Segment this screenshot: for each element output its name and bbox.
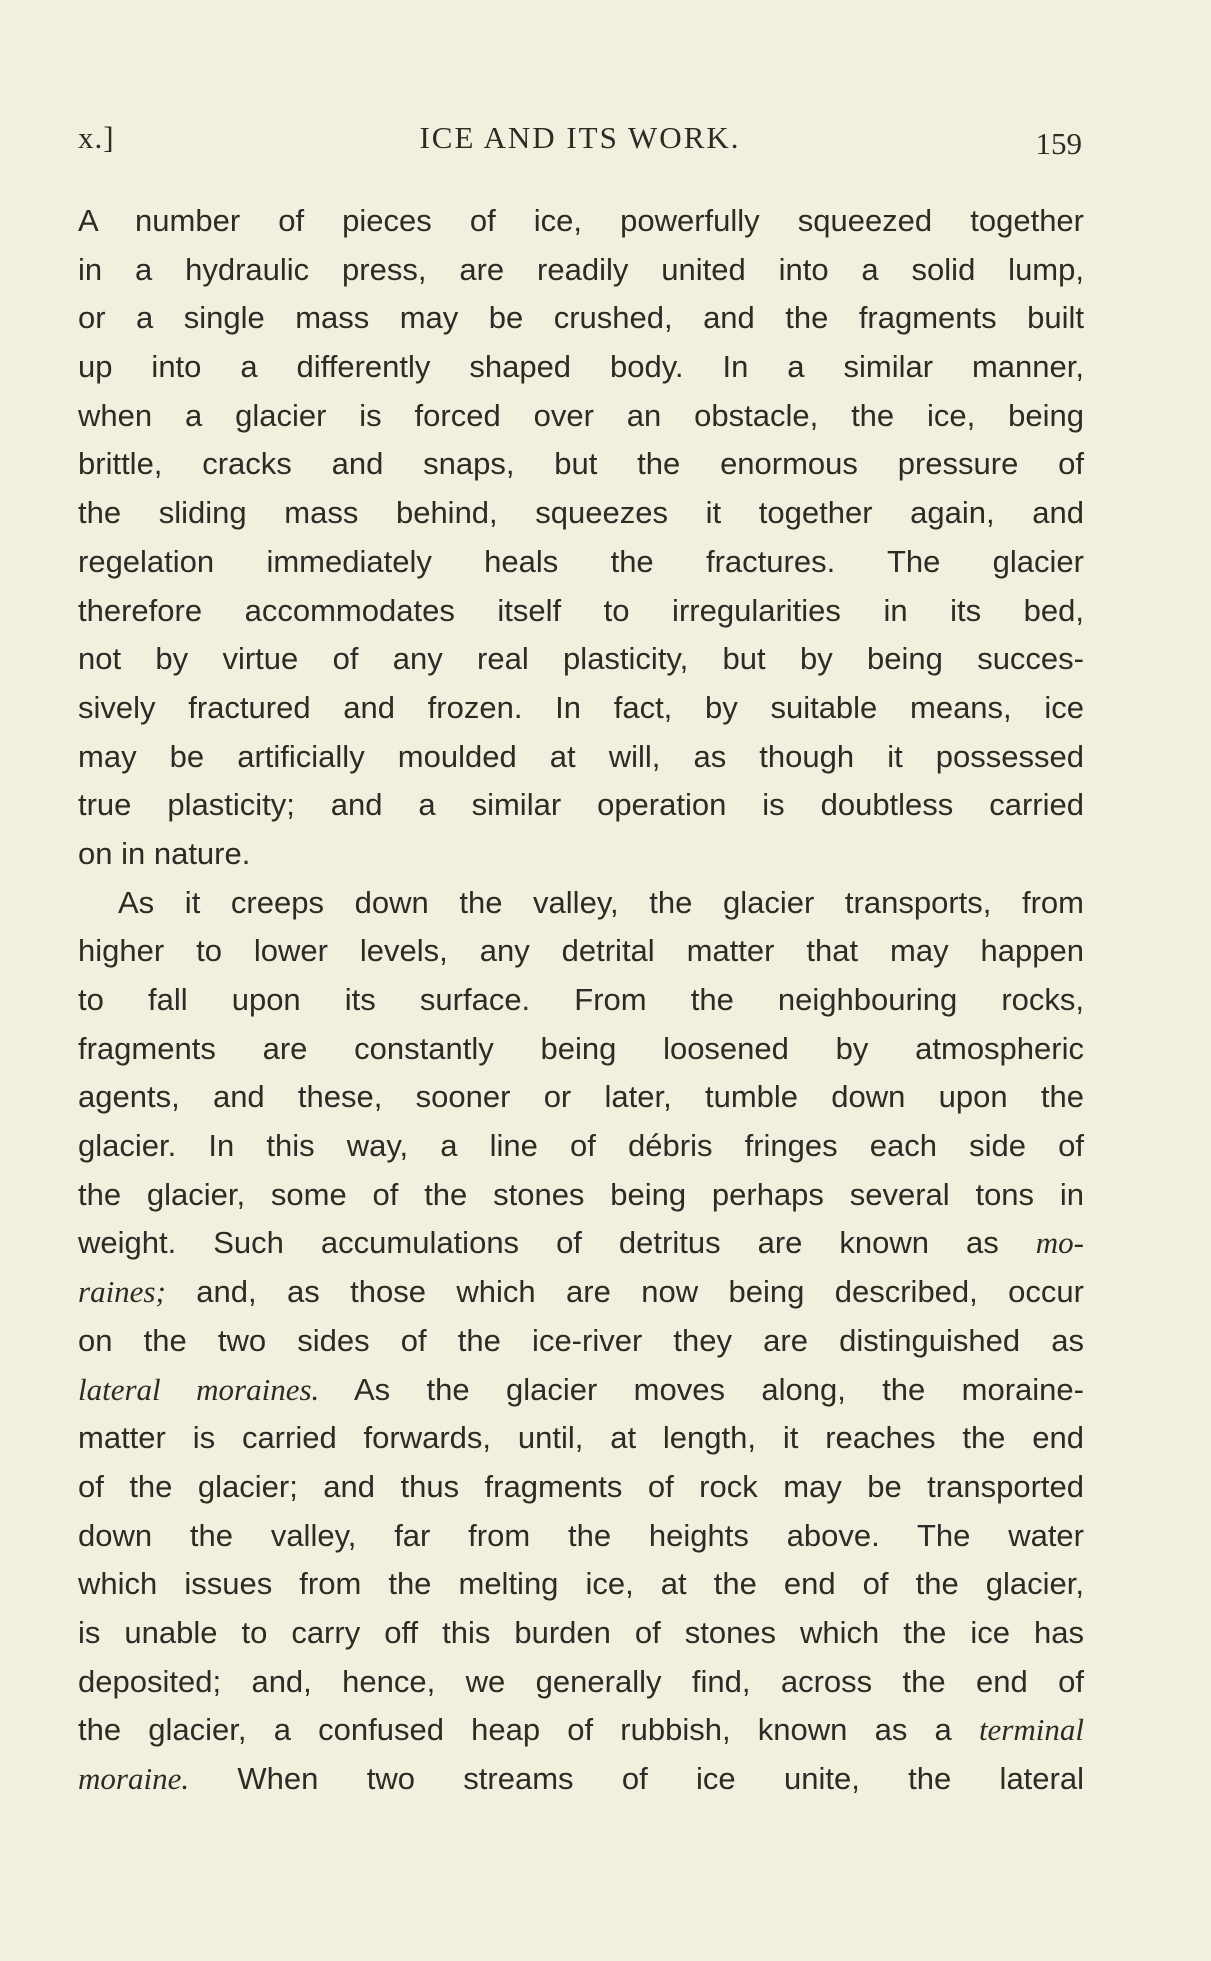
italic-term: moraine.	[78, 1761, 190, 1796]
text-line	[78, 1706, 1084, 1755]
chapter-marker: x.]	[78, 120, 115, 155]
text-line: fragments are constantly being loosened by atmospheric	[78, 1030, 1084, 1066]
italic-term: terminal	[978, 1712, 1084, 1748]
text-line: therefore accommodates itself to irregularities in its bed,	[78, 592, 1084, 628]
paragraph-2	[78, 879, 1084, 1804]
text-line: A number of pieces of ice, powerfully squeezed together	[78, 203, 1084, 238]
paragraph-1	[78, 197, 1084, 879]
text-line	[78, 1268, 1084, 1317]
running-head	[78, 120, 1082, 164]
text-line: on in nature.	[78, 835, 251, 871]
text-line: sively fractured and frozen. In fact, by suitable means, ice	[78, 689, 1084, 725]
italic-term: mo-	[1035, 1225, 1084, 1261]
text-run: When two streams of ice unite, the lateral	[189, 1761, 1084, 1796]
page-title: ICE AND ITS WORK.	[419, 120, 741, 155]
italic-term: raines;	[78, 1274, 166, 1310]
text-line: not by virtue of any real plasticity, but by being succes-	[78, 641, 1084, 677]
text-line: which issues from the melting ice, at the end of the glacier,	[78, 1566, 1084, 1602]
text-line: higher to lower levels, any detrital matter that may happen	[78, 933, 1084, 969]
text-line: brittle, cracks and snaps, but the enormous pressure of	[78, 446, 1084, 482]
text-line: agents, and these, sooner or later, tumble down upon the	[78, 1079, 1084, 1115]
text-run: As the glacier moves along, the moraine-	[319, 1371, 1084, 1407]
text-line	[78, 1366, 1084, 1415]
text-line: up into a differently shaped body. In a similar manner,	[78, 349, 1084, 385]
page-number: 159	[1035, 126, 1082, 161]
text-line: down the valley, far from the heights above. The water	[78, 1517, 1084, 1553]
text-run: and, as those which are now being described, occur	[165, 1274, 1084, 1310]
text-line	[78, 1219, 1084, 1268]
text-line: when a glacier is forced over an obstacle, the ice, being	[78, 397, 1084, 433]
text-line: is unable to carry off this burden of stones which the ice has	[78, 1614, 1084, 1650]
text-line: glacier. In this way, a line of débris fringes each side of	[78, 1128, 1084, 1164]
text-line: on the two sides of the ice-river they are distinguished as	[78, 1322, 1084, 1358]
text-line: As it creeps down the valley, the glacier transports, from	[118, 884, 1084, 920]
text-line: deposited; and, hence, we generally find, across the end of	[78, 1663, 1084, 1699]
italic-term: lateral moraines.	[78, 1371, 320, 1407]
text-line: or a single mass may be crushed, and the fragments built	[78, 300, 1084, 336]
text-line: to fall upon its surface. From the neighbouring rocks,	[78, 982, 1084, 1017]
text-run: the glacier, a confused heap of rubbish, known as a	[78, 1712, 979, 1748]
text-line: the sliding mass behind, squeezes it together again, and	[78, 495, 1084, 531]
body-text	[78, 197, 1084, 1804]
text-line: true plasticity; and a similar operation is doubtless carried	[78, 787, 1084, 823]
text-line: may be artificially moulded at will, as though it possessed	[78, 738, 1084, 774]
text-line: of the glacier; and thus fragments of rock may be transported	[78, 1468, 1084, 1504]
text-line: the glacier, some of the stones being perhaps several tons in	[78, 1176, 1084, 1212]
text-line	[78, 1755, 1084, 1804]
text-run: weight. Such accumulations of detritus are known as	[78, 1225, 1036, 1261]
text-line: regelation immediately heals the fractures. The glacier	[78, 543, 1084, 579]
text-line: matter is carried forwards, until, at length, it reaches the end	[78, 1420, 1084, 1456]
text-line: in a hydraulic press, are readily united into a solid lump,	[78, 251, 1084, 287]
